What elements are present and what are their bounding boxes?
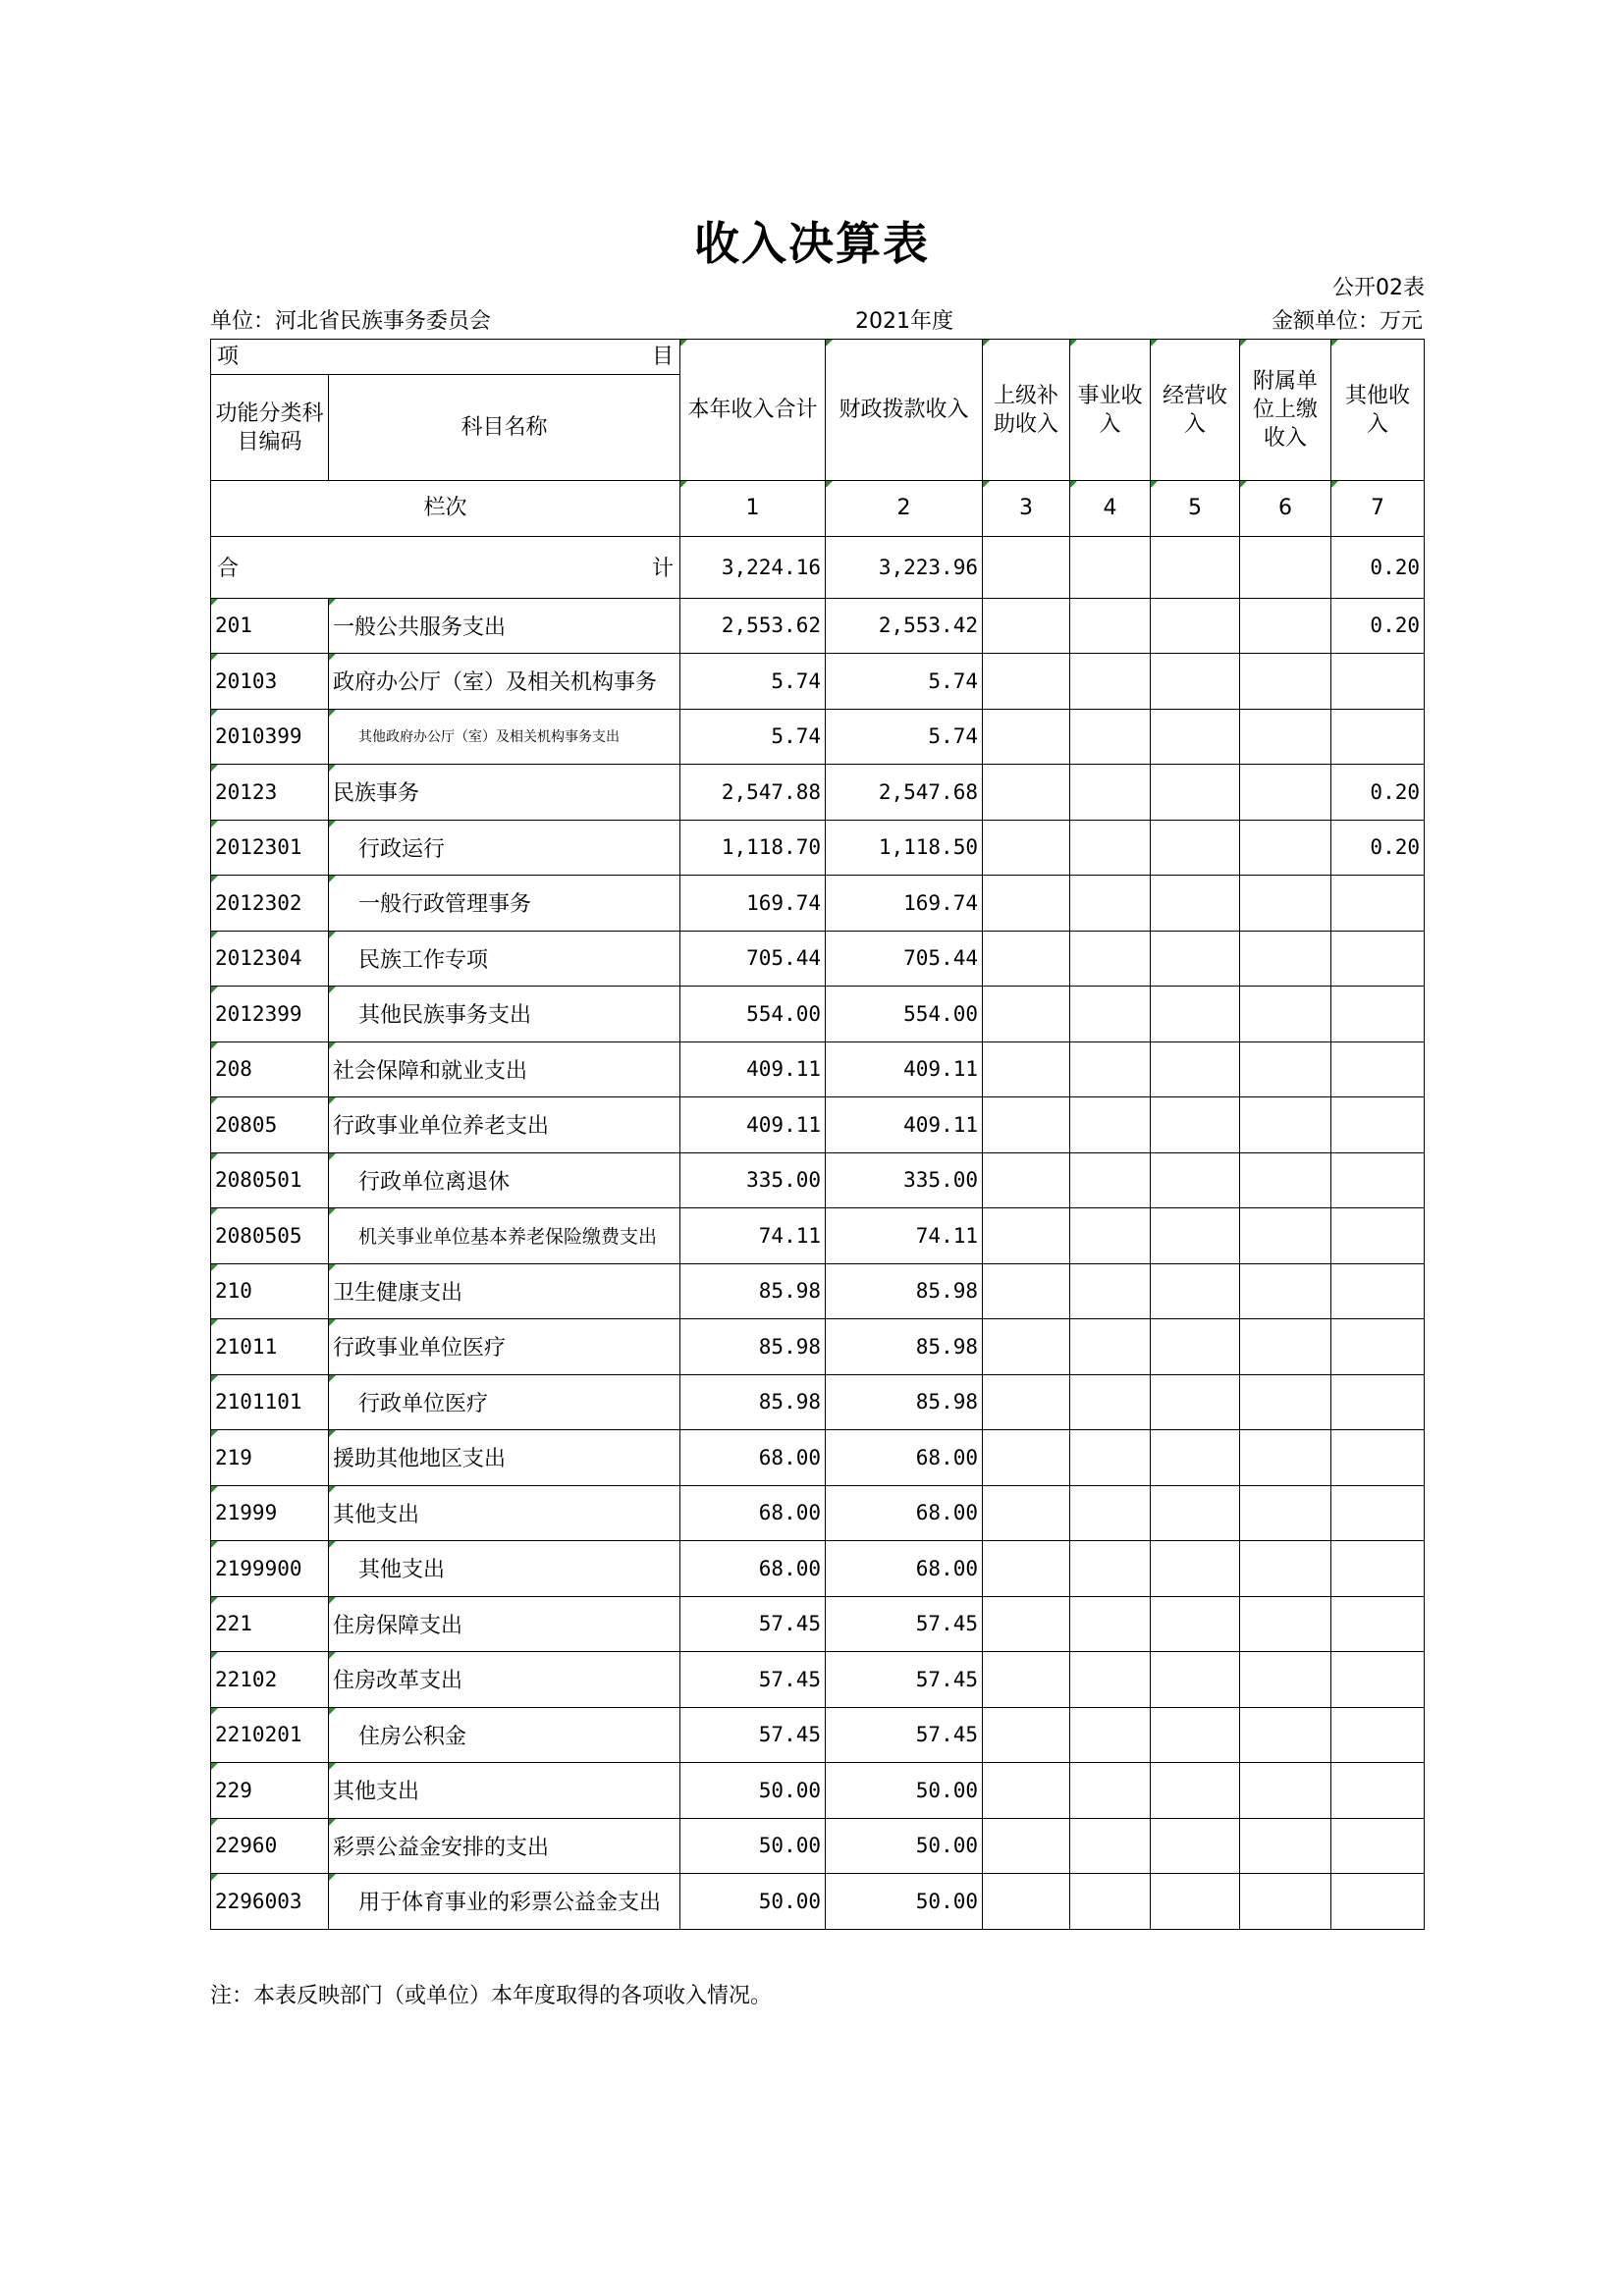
subject-name-cell: 行政运行	[329, 820, 680, 876]
amount-cell: 57.45	[826, 1596, 983, 1652]
total-label	[211, 536, 680, 598]
amount-cell: 68.00	[826, 1430, 983, 1486]
subject-name-cell: 社会保障和就业支出	[329, 1041, 680, 1097]
amount-cell	[1331, 1208, 1425, 1264]
amount-cell	[1331, 876, 1425, 932]
amount-cell	[983, 1208, 1070, 1264]
col-number-3: 3	[983, 481, 1070, 537]
amount-cell	[983, 709, 1070, 765]
amount-cell	[1240, 1485, 1331, 1541]
amount-cell	[1240, 1208, 1331, 1264]
total-label-left: 合	[217, 557, 240, 581]
amount-cell: 50.00	[680, 1874, 826, 1930]
amount-cell: 68.00	[826, 1485, 983, 1541]
amount-cell: 409.11	[680, 1097, 826, 1153]
table-row	[211, 876, 1425, 932]
amount-cell	[1070, 1319, 1151, 1375]
amount-cell: 0.20	[1331, 820, 1425, 876]
amount-cell	[1331, 1374, 1425, 1430]
subject-name-cell: 行政单位离退休	[329, 1152, 680, 1208]
table-row	[211, 1208, 1425, 1264]
table-row	[211, 1596, 1425, 1652]
amount-cell	[1151, 1818, 1240, 1874]
amount-cell	[1070, 654, 1151, 710]
total-cell: 0.20	[1331, 536, 1425, 598]
amount-cell	[1151, 1652, 1240, 1708]
func-code-cell: 22960	[211, 1818, 329, 1874]
amount-cell: 554.00	[826, 987, 983, 1042]
subject-name-cell: 住房保障支出	[329, 1596, 680, 1652]
amount-cell: 705.44	[826, 931, 983, 987]
amount-cell	[983, 765, 1070, 821]
amount-cell	[1151, 1152, 1240, 1208]
amount-cell	[1070, 1818, 1151, 1874]
amount-cell	[1070, 931, 1151, 987]
subject-name-cell: 民族事务	[329, 765, 680, 821]
amount-cell	[1240, 1263, 1331, 1319]
amount-cell	[1070, 1041, 1151, 1097]
amount-cell	[1070, 598, 1151, 654]
amount-cell	[1240, 1596, 1331, 1652]
amount-cell: 74.11	[680, 1208, 826, 1264]
subject-name-cell: 行政单位医疗	[329, 1374, 680, 1430]
total-cell: 3,223.96	[826, 536, 983, 598]
amount-cell: 409.11	[826, 1097, 983, 1153]
amount-cell	[1070, 1874, 1151, 1930]
amount-cell: 2,553.62	[680, 598, 826, 654]
amount-cell: 68.00	[826, 1541, 983, 1597]
item-header-right: 目	[651, 345, 674, 369]
amount-cell: 2,553.42	[826, 598, 983, 654]
table-row	[211, 931, 1425, 987]
table-row	[211, 1374, 1425, 1430]
amount-cell	[1070, 765, 1151, 821]
item-header	[211, 340, 680, 375]
total-cell	[1240, 536, 1331, 598]
table-row	[211, 1152, 1425, 1208]
col-number-1: 1	[680, 481, 826, 537]
subject-name-cell: 其他政府办公厅（室）及相关机构事务支出	[329, 709, 680, 765]
subject-name-header: 科目名称	[329, 375, 680, 481]
amount-cell: 85.98	[826, 1263, 983, 1319]
amount-cell	[1070, 1208, 1151, 1264]
amount-cell	[1151, 1707, 1240, 1763]
amount-cell	[1151, 1874, 1240, 1930]
amount-cell	[1240, 1707, 1331, 1763]
amount-cell: 57.45	[826, 1652, 983, 1708]
amount-cell: 0.20	[1331, 765, 1425, 821]
func-code-cell: 2101101	[211, 1374, 329, 1430]
table-row	[211, 1041, 1425, 1097]
subject-name-cell: 卫生健康支出	[329, 1263, 680, 1319]
amount-cell	[1070, 1707, 1151, 1763]
amount-cell: 169.74	[826, 876, 983, 932]
amount-cell	[1331, 1596, 1425, 1652]
col-number-7: 7	[1331, 481, 1425, 537]
report-meta	[210, 304, 1423, 334]
subject-name-cell: 行政事业单位医疗	[329, 1319, 680, 1375]
amount-cell	[983, 1152, 1070, 1208]
amount-cell	[1070, 1485, 1151, 1541]
amount-cell	[1331, 709, 1425, 765]
amount-cell	[1070, 1596, 1151, 1652]
amount-cell	[983, 1485, 1070, 1541]
amount-cell	[1331, 1097, 1425, 1153]
amount-cell	[1151, 1374, 1240, 1430]
func-code-cell: 20123	[211, 765, 329, 821]
amount-cell	[1331, 1541, 1425, 1597]
amount-cell: 68.00	[680, 1541, 826, 1597]
amount-cell	[983, 1319, 1070, 1375]
row-label-header: 栏次	[211, 481, 680, 537]
table-row	[211, 1707, 1425, 1763]
amount-cell	[1070, 1097, 1151, 1153]
amount-cell	[1331, 654, 1425, 710]
amount-cell	[1151, 1319, 1240, 1375]
amount-cell	[983, 876, 1070, 932]
amount-cell	[1070, 1430, 1151, 1486]
amount-cell: 57.45	[680, 1596, 826, 1652]
amount-cell: 554.00	[680, 987, 826, 1042]
amount-cell	[1151, 1763, 1240, 1819]
amount-cell: 57.45	[680, 1652, 826, 1708]
func-code-cell: 22102	[211, 1652, 329, 1708]
amount-cell	[983, 654, 1070, 710]
amount-cell	[1331, 1319, 1425, 1375]
func-code-cell: 229	[211, 1763, 329, 1819]
subject-name-cell: 彩票公益金安排的支出	[329, 1818, 680, 1874]
amount-cell	[1331, 1041, 1425, 1097]
total-cell	[1151, 536, 1240, 598]
subject-name-cell: 其他支出	[329, 1485, 680, 1541]
col-header-1: 本年收入合计	[680, 340, 826, 481]
amount-cell	[1240, 1374, 1331, 1430]
subject-name-cell: 民族工作专项	[329, 931, 680, 987]
amount-cell	[1151, 1541, 1240, 1597]
table-row	[211, 1541, 1425, 1597]
func-code-cell: 210	[211, 1263, 329, 1319]
amount-cell	[983, 1541, 1070, 1597]
table-row	[211, 1319, 1425, 1375]
amount-cell: 169.74	[680, 876, 826, 932]
amount-cell: 85.98	[680, 1374, 826, 1430]
amount-cell	[983, 1263, 1070, 1319]
amount-cell	[1151, 820, 1240, 876]
subject-name-cell: 其他民族事务支出	[329, 987, 680, 1042]
amount-cell	[1240, 1818, 1331, 1874]
amount-cell	[1070, 1263, 1151, 1319]
amount-cell: 68.00	[680, 1430, 826, 1486]
amount-cell	[1070, 1652, 1151, 1708]
amount-cell	[1151, 654, 1240, 710]
amount-cell	[983, 1430, 1070, 1486]
amount-cell	[1331, 1263, 1425, 1319]
subject-name-cell: 住房公积金	[329, 1707, 680, 1763]
amount-cell	[1151, 1097, 1240, 1153]
amount-cell	[1070, 987, 1151, 1042]
table-row	[211, 1763, 1425, 1819]
table-row	[211, 1485, 1425, 1541]
col-number-6: 6	[1240, 481, 1331, 537]
amount-cell	[1240, 987, 1331, 1042]
amount-cell: 50.00	[826, 1818, 983, 1874]
col-header-2: 财政拨款收入	[826, 340, 983, 481]
amount-cell: 409.11	[680, 1041, 826, 1097]
amount-cell	[1240, 1763, 1331, 1819]
amount-cell	[1151, 1041, 1240, 1097]
amount-cell	[1151, 987, 1240, 1042]
col-header-4: 事业收入	[1070, 340, 1151, 481]
amount-cell: 5.74	[680, 709, 826, 765]
amount-cell	[1151, 1485, 1240, 1541]
amount-cell	[983, 1596, 1070, 1652]
amount-cell	[1151, 1208, 1240, 1264]
footnote: 注：本表反映部门（或单位）本年度取得的各项收入情况。	[210, 1984, 773, 2008]
amount-cell	[1331, 1652, 1425, 1708]
amount-cell	[983, 1652, 1070, 1708]
col-number-5: 5	[1151, 481, 1240, 537]
item-header-left: 项	[217, 345, 240, 369]
amount-cell	[1240, 1430, 1331, 1486]
table-row	[211, 1430, 1425, 1486]
amount-cell	[1331, 1818, 1425, 1874]
table-body	[211, 598, 1425, 1929]
table-row	[211, 1818, 1425, 1874]
func-code-cell: 2080505	[211, 1208, 329, 1264]
amount-cell	[1070, 876, 1151, 932]
amount-cell	[983, 1707, 1070, 1763]
amount-cell: 2,547.88	[680, 765, 826, 821]
unit-label: 单位：河北省民族事务委员会	[210, 309, 492, 334]
func-code-cell: 2012302	[211, 876, 329, 932]
func-code-cell: 2012304	[211, 931, 329, 987]
amount-cell	[1331, 1430, 1425, 1486]
amount-cell	[1240, 654, 1331, 710]
amount-cell	[1240, 820, 1331, 876]
report-title: 收入决算表	[694, 217, 930, 270]
subject-name-cell: 行政事业单位养老支出	[329, 1097, 680, 1153]
amount-cell	[1331, 987, 1425, 1042]
amount-cell: 50.00	[826, 1763, 983, 1819]
func-code-header: 功能分类科目编码	[211, 375, 329, 481]
table-row	[211, 1874, 1425, 1930]
subject-name-cell: 用于体育事业的彩票公益金支出	[329, 1874, 680, 1930]
amount-cell	[1070, 709, 1151, 765]
table-row	[211, 598, 1425, 654]
amount-cell	[1240, 1652, 1331, 1708]
func-code-cell: 201	[211, 598, 329, 654]
amount-cell: 2,547.68	[826, 765, 983, 821]
amount-cell	[1331, 1152, 1425, 1208]
total-label-right: 计	[651, 557, 674, 581]
amount-cell: 57.45	[826, 1707, 983, 1763]
amount-cell	[1151, 1430, 1240, 1486]
form-number: 公开02表	[1332, 276, 1425, 300]
subject-name-cell: 其他支出	[329, 1541, 680, 1597]
amount-cell: 335.00	[826, 1152, 983, 1208]
amount-cell	[1151, 931, 1240, 987]
amount-cell: 85.98	[680, 1263, 826, 1319]
amount-cell	[983, 598, 1070, 654]
amount-cell	[983, 1763, 1070, 1819]
amount-cell	[1070, 1763, 1151, 1819]
amount-cell	[1240, 931, 1331, 987]
amount-cell: 50.00	[826, 1874, 983, 1930]
amount-cell: 0.20	[1331, 598, 1425, 654]
amount-cell	[1240, 1097, 1331, 1153]
amount-cell	[1070, 1152, 1151, 1208]
amount-cell	[1151, 1263, 1240, 1319]
func-code-cell: 2199900	[211, 1541, 329, 1597]
col-header-5: 经营收入	[1151, 340, 1240, 481]
amount-cell	[983, 931, 1070, 987]
amount-cell: 1,118.50	[826, 820, 983, 876]
amount-cell: 50.00	[680, 1763, 826, 1819]
amount-cell	[983, 1041, 1070, 1097]
table-row	[211, 820, 1425, 876]
amount-cell	[1240, 1041, 1331, 1097]
func-code-cell: 21011	[211, 1319, 329, 1375]
amount-cell: 85.98	[826, 1319, 983, 1375]
func-code-cell: 2012399	[211, 987, 329, 1042]
subject-name-cell: 政府办公厅（室）及相关机构事务	[329, 654, 680, 710]
amount-cell	[1240, 709, 1331, 765]
amount-cell: 5.74	[680, 654, 826, 710]
amount-cell	[1151, 876, 1240, 932]
year-label: 2021年度	[855, 309, 953, 334]
amount-cell	[1070, 1541, 1151, 1597]
total-cell	[983, 536, 1070, 598]
col-header-6: 附属单位上缴收入	[1240, 340, 1331, 481]
amount-cell	[1331, 1485, 1425, 1541]
amount-cell	[1240, 1319, 1331, 1375]
amount-cell	[1240, 598, 1331, 654]
func-code-cell: 2012301	[211, 820, 329, 876]
amount-cell	[1070, 820, 1151, 876]
amount-cell	[983, 1818, 1070, 1874]
subject-name-cell: 其他支出	[329, 1763, 680, 1819]
amount-cell: 57.45	[680, 1707, 826, 1763]
func-code-cell: 2210201	[211, 1707, 329, 1763]
amount-cell: 85.98	[680, 1319, 826, 1375]
func-code-cell: 2296003	[211, 1874, 329, 1930]
table-row	[211, 1263, 1425, 1319]
amount-cell: 68.00	[680, 1485, 826, 1541]
amount-cell	[983, 1874, 1070, 1930]
func-code-cell: 2080501	[211, 1152, 329, 1208]
amount-cell: 74.11	[826, 1208, 983, 1264]
amount-cell	[1151, 709, 1240, 765]
table-row	[211, 709, 1425, 765]
amount-cell	[983, 987, 1070, 1042]
subject-name-cell: 机关事业单位基本养老保险缴费支出	[329, 1208, 680, 1264]
amount-cell: 335.00	[680, 1152, 826, 1208]
table-row	[211, 654, 1425, 710]
amount-cell	[1331, 1707, 1425, 1763]
amount-cell: 5.74	[826, 654, 983, 710]
amount-cell	[1151, 598, 1240, 654]
total-cell: 3,224.16	[680, 536, 826, 598]
col-header-7: 其他收入	[1331, 340, 1425, 481]
amount-cell	[1331, 931, 1425, 987]
col-number-4: 4	[1070, 481, 1151, 537]
amount-cell	[1331, 1874, 1425, 1930]
amount-cell	[983, 820, 1070, 876]
total-cell	[1070, 536, 1151, 598]
subject-name-cell: 援助其他地区支出	[329, 1430, 680, 1486]
table-row	[211, 1652, 1425, 1708]
amount-cell	[983, 1097, 1070, 1153]
amount-cell: 409.11	[826, 1041, 983, 1097]
amount-cell	[983, 1374, 1070, 1430]
amount-cell: 1,118.70	[680, 820, 826, 876]
income-table	[210, 339, 1425, 1930]
table-row	[211, 987, 1425, 1042]
amount-cell	[1070, 1374, 1151, 1430]
func-code-cell: 20103	[211, 654, 329, 710]
amount-cell	[1240, 1152, 1331, 1208]
money-unit-label: 金额单位：万元	[1271, 309, 1423, 334]
amount-cell	[1240, 1541, 1331, 1597]
amount-cell: 50.00	[680, 1818, 826, 1874]
func-code-cell: 21999	[211, 1485, 329, 1541]
amount-cell	[1240, 765, 1331, 821]
subject-name-cell: 一般行政管理事务	[329, 876, 680, 932]
amount-cell: 5.74	[826, 709, 983, 765]
amount-cell: 85.98	[826, 1374, 983, 1430]
amount-cell	[1151, 1596, 1240, 1652]
col-number-2: 2	[826, 481, 983, 537]
col-header-3: 上级补助收入	[983, 340, 1070, 481]
amount-cell	[1240, 876, 1331, 932]
func-code-cell: 2010399	[211, 709, 329, 765]
table-row	[211, 765, 1425, 821]
amount-cell	[1331, 1763, 1425, 1819]
amount-cell	[1151, 765, 1240, 821]
table-row	[211, 1097, 1425, 1153]
func-code-cell: 20805	[211, 1097, 329, 1153]
subject-name-cell: 住房改革支出	[329, 1652, 680, 1708]
func-code-cell: 219	[211, 1430, 329, 1486]
amount-cell	[1240, 1874, 1331, 1930]
subject-name-cell: 一般公共服务支出	[329, 598, 680, 654]
func-code-cell: 221	[211, 1596, 329, 1652]
func-code-cell: 208	[211, 1041, 329, 1097]
amount-cell: 705.44	[680, 931, 826, 987]
total-row	[211, 536, 1425, 598]
